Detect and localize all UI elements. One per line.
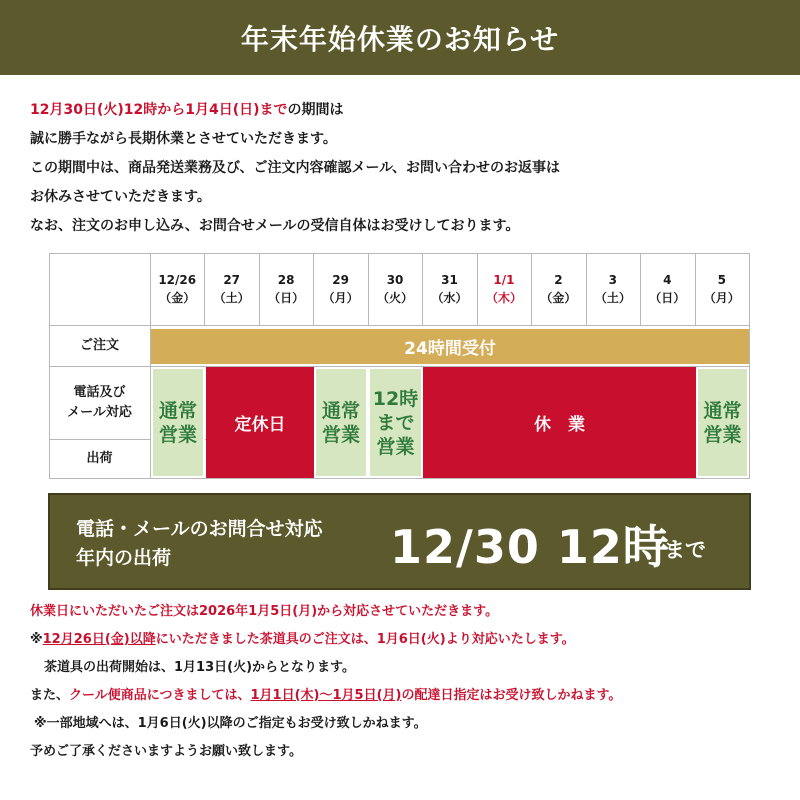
grid-line (422, 253, 423, 326)
day-weekday: （木） (485, 291, 522, 305)
grid-line (204, 253, 205, 326)
day-weekday: （日） (649, 291, 686, 305)
normal-line1: 通常 (158, 399, 197, 422)
day-header (422, 253, 476, 325)
grid-line (531, 253, 532, 326)
until-noon-line1: 12時 (372, 387, 419, 410)
day-date: 1/1 (493, 273, 515, 287)
banner-line2: 年内の出荷 (76, 547, 172, 569)
note-5: ※一部地域へは、1月6日(火)以降のご指定もお受け致しかねます。 (34, 716, 427, 731)
day-header (204, 253, 258, 325)
note-4 (30, 682, 790, 710)
until-noon-line2: まで (376, 411, 415, 434)
day-weekday: （金） (159, 291, 196, 305)
until-noon-line3: 営業 (376, 435, 415, 458)
intro-period: 12月30日(火)12時から1月4日(日)まで (30, 102, 288, 118)
normal-line1: 通常 (703, 399, 742, 422)
note-4-prefix: また、 (30, 688, 70, 703)
order-24h-bar: 24時間受付 (151, 329, 749, 364)
note-2-rest: にいただきました茶道具のご注文は、1月6日(火)より対応いたします。 (155, 632, 575, 647)
intro-line-1 (30, 96, 780, 125)
day-date: 27 (223, 273, 241, 287)
day-date: 28 (277, 273, 295, 287)
banner-deadline: 12/30 12時 (390, 520, 670, 574)
grid-line (49, 478, 750, 479)
grid-line (477, 253, 478, 326)
normal-business-cell (151, 367, 205, 478)
note-3: 茶道具の出荷開始は、1月13日(火)からとなります。 (44, 660, 355, 675)
grid-line (695, 253, 696, 326)
grid-line (49, 325, 750, 326)
normal-line1: 通常 (321, 399, 360, 422)
note-1: 休業日にいただいたご注文は2026年1月5日(月)から対応させていただきます。 (30, 604, 499, 619)
intro-line-4: お休みさせていただきます。 (30, 189, 211, 205)
intro-line-1-rest: の期間は (287, 102, 344, 118)
until-noon-cell (368, 367, 423, 478)
day-date: 29 (332, 273, 349, 287)
row-label-order: ご注文 (79, 338, 119, 353)
day-header (477, 253, 531, 325)
grid-line (313, 253, 314, 326)
banner-line1: 電話・メールのお問合せ対応 (76, 518, 323, 540)
note-2-red: 12月26日(金)以降 (42, 632, 156, 647)
normal-business-cell (314, 367, 368, 478)
day-weekday: （水） (431, 291, 468, 305)
day-header (640, 253, 694, 325)
normal-business-cell (696, 367, 749, 478)
day-weekday: （月） (322, 291, 359, 305)
intro-line-5: なお、注文のお申し込み、お問合せメールの受信自体はお受けしております。 (30, 218, 520, 234)
note-2-prefix: ※ (30, 632, 43, 647)
grid-line (640, 253, 641, 326)
page-header (0, 0, 800, 75)
day-header (586, 253, 640, 325)
schedule-table (49, 253, 750, 479)
intro-text (30, 96, 780, 241)
day-date: 31 (441, 273, 458, 287)
day-date: 2 (554, 273, 563, 287)
intro-line-3: この期間中は、商品発送業務及び、ご注文内容確認メール、お問い合わせのお返事は (30, 160, 561, 176)
day-date: 5 (717, 273, 726, 287)
banner-made: まで (664, 538, 706, 562)
deadline-banner (48, 493, 751, 590)
day-date: 4 (663, 273, 672, 287)
normal-line2: 営業 (158, 423, 197, 446)
row-label-ship: 出荷 (86, 451, 113, 466)
notes (30, 598, 790, 766)
day-date: 3 (608, 273, 618, 287)
row-label-phone (49, 367, 150, 439)
note-6: 予めご了承くださいますようお願い致します。 (30, 744, 302, 759)
day-weekday: （金） (540, 291, 577, 305)
day-date: 12/26 (158, 273, 197, 287)
intro-line-2: 誠に勝手ながら長期休業とさせていただきます。 (30, 131, 337, 147)
normal-line2: 営業 (321, 423, 360, 446)
note-4-red1: クール便商品につきましては、 (69, 688, 251, 703)
day-header (150, 253, 204, 325)
day-header (368, 253, 422, 325)
note-4-red2: 1月1日(木)～1月5日(月) (250, 688, 402, 703)
day-weekday: （土） (213, 291, 250, 305)
row-label-phone-line2: メール対応 (67, 405, 132, 420)
day-header (259, 253, 313, 325)
grid-line (259, 253, 260, 326)
note-4-red3: の配達日指定はお受け致しかねます。 (401, 688, 622, 703)
grid-line (749, 253, 750, 479)
day-weekday: （日） (268, 291, 305, 305)
day-weekday: （土） (594, 291, 631, 305)
day-weekday: （月） (703, 291, 740, 305)
normal-line2: 営業 (703, 423, 742, 446)
page-title: 年末年始休業のお知らせ (240, 22, 560, 56)
row-label-phone-line1: 電話及び (73, 385, 126, 400)
day-date: 30 (386, 273, 404, 287)
day-header (531, 253, 585, 325)
banner-left-text (76, 515, 323, 573)
grid-line (368, 253, 369, 326)
day-header (313, 253, 367, 325)
day-header (695, 253, 749, 325)
note-2 (30, 626, 790, 654)
fixed-holiday-cell: 定休日 (206, 367, 314, 478)
closed-cell: 休 業 (423, 367, 696, 478)
day-weekday: （火） (377, 291, 414, 305)
grid-line (586, 253, 587, 326)
